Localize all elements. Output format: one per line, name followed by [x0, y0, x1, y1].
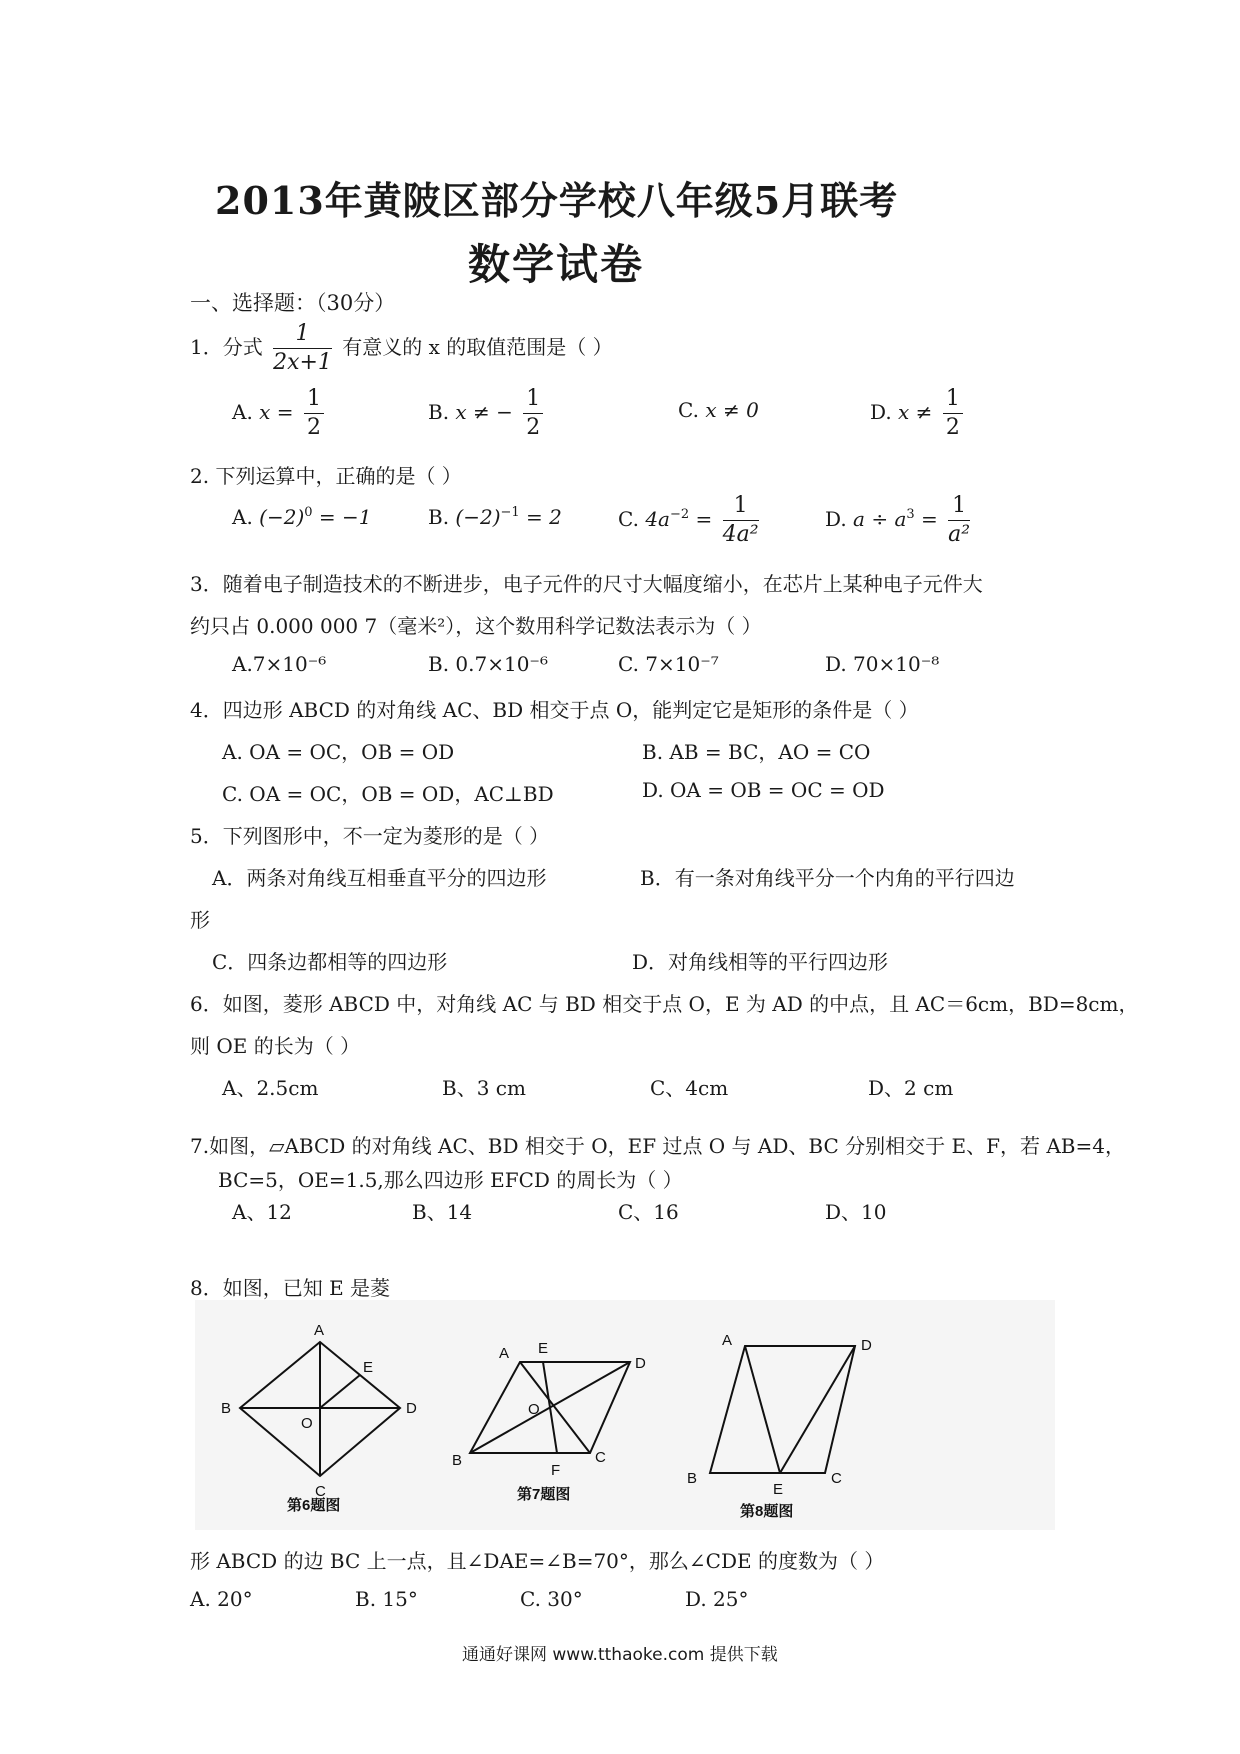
option-exponent: 3: [906, 507, 915, 522]
option-math: x ≠ 0: [705, 398, 759, 422]
q7-option-a: A、12: [232, 1200, 292, 1224]
q2-option-d: [825, 492, 974, 549]
option-math: x ≠: [898, 400, 933, 424]
option-rest: = 2: [519, 505, 562, 529]
exam-title: 2013年黄陂区部分学校八年级5月联考: [215, 178, 899, 223]
question-6-line-2: 则 OE 的长为（ ）: [190, 1034, 361, 1058]
option-label: A.: [232, 400, 253, 424]
q7-option-d: D、10: [825, 1200, 887, 1224]
q5-option-d: D．对角线相等的平行四边形: [632, 950, 889, 974]
section-heading: 一、选择题：（30分）: [190, 291, 396, 315]
q1-option-b: [428, 385, 547, 442]
frac-num: 1: [723, 492, 759, 521]
q6-option-a: A、2.5cm: [222, 1076, 319, 1100]
q5-option-b: B．有一条对角线平分一个内角的平行四边: [640, 866, 1015, 890]
fig7-label-o: O: [528, 1401, 540, 1418]
option-fraction: [304, 385, 324, 442]
q5-option-c: C．四条边都相等的四边形: [212, 950, 448, 974]
q1-frac-num: 1: [273, 320, 332, 349]
question-6-line-1: 6．如图，菱形 ABCD 中，对角线 AC 与 BD 相交于点 O，E 为 AD 的中点，且 AC＝6cm，BD=8cm，: [190, 992, 1139, 1016]
fig6-label-o: O: [301, 1415, 313, 1432]
q3-option-c: C. 7×10⁻⁷: [618, 652, 719, 676]
option-label: B.: [428, 400, 450, 424]
figures-panel: [195, 1300, 1055, 1530]
fig7-label-b: B: [452, 1452, 463, 1469]
fig6-label-d: D: [406, 1400, 417, 1417]
frac-num: 1: [943, 385, 963, 414]
question-3-line-2: 约只占 0.000 000 7（毫米²），这个数用科学记数法表示为（ ）: [190, 614, 762, 638]
fig6-label-e: E: [363, 1359, 374, 1376]
fig7-label-f: F: [551, 1462, 561, 1479]
figure-6: [240, 1342, 400, 1476]
option-rest: =: [914, 507, 938, 531]
fig6-caption: 第6题图: [287, 1497, 341, 1514]
frac-num: 1: [523, 385, 543, 414]
q1-prefix: 1．分式: [190, 335, 263, 359]
fig8-label-d: D: [861, 1337, 872, 1354]
q8-option-a: A. 20°: [190, 1587, 253, 1611]
q3-option-b: B. 0.7×10⁻⁶: [428, 652, 548, 676]
frac-den: 4a²: [722, 522, 759, 547]
fig7-caption: 第7题图: [517, 1486, 571, 1503]
fig8-label-c: C: [831, 1470, 842, 1487]
q6-option-d: D、2 cm: [868, 1076, 954, 1100]
option-rest: = −1: [312, 505, 372, 529]
question-2: 2. 下列运算中，正确的是（ ）: [190, 464, 462, 488]
fig6-segment-oe: [320, 1375, 360, 1408]
q4-option-a: A. OA = OC，OB = OD: [222, 740, 455, 764]
question-3-line-1: 3．随着电子制造技术的不断进步，电子元件的尺寸大幅度缩小，在芯片上某种电子元件大: [190, 572, 983, 596]
option-math: x =: [259, 400, 294, 424]
option-fraction: [943, 385, 963, 442]
fig7-label-a: A: [499, 1345, 510, 1362]
q6-option-b: B、3 cm: [442, 1076, 526, 1100]
fig7-label-d: D: [635, 1355, 646, 1372]
option-math: x ≠ −: [455, 400, 513, 424]
option-exponent: −1: [500, 505, 520, 520]
q4-option-d: D. OA = OB = OC = OD: [642, 778, 885, 802]
fig8-label-e: E: [773, 1481, 784, 1498]
q5-option-b-continued: 形: [190, 908, 210, 932]
question-8-line-2: 形 ABCD 的边 BC 上一点，且∠DAE=∠B=70°，那么∠CDE 的度数为（ ）: [190, 1549, 885, 1573]
exam-subtitle: 数学试卷: [468, 240, 645, 289]
frac-den: 2: [945, 415, 960, 440]
fig8-segment-de: [780, 1346, 855, 1473]
question-1: [190, 320, 613, 377]
frac-den: a²: [948, 522, 971, 547]
option-label: C.: [618, 507, 639, 531]
figure-7: [470, 1362, 630, 1453]
frac-num: 1: [304, 385, 324, 414]
question-7-line-1: 7.如图，▱ABCD 的对角线 AC、BD 相交于 O，EF 过点 O 与 AD、BC 分别相交于 E、F，若 AB=4，: [190, 1134, 1125, 1158]
option-exponent: 0: [304, 505, 313, 520]
q1-option-c: [678, 398, 759, 422]
q8-option-b: B. 15°: [355, 1587, 418, 1611]
figure-8: [710, 1346, 855, 1473]
fig8-segment-ae: [745, 1346, 780, 1473]
option-label: B.: [428, 505, 450, 529]
q8-option-c: C. 30°: [520, 1587, 583, 1611]
question-4: 4．四边形 ABCD 的对角线 AC、BD 相交于点 O，能判定它是矩形的条件是（ ）: [190, 698, 919, 722]
q2-option-b: [428, 505, 562, 529]
q6-option-c: C、4cm: [650, 1076, 729, 1100]
question-7-line-2: BC=5，OE=1.5,那么四边形 EFCD 的周长为（ ）: [218, 1168, 683, 1192]
q8-option-d: D. 25°: [685, 1587, 749, 1611]
fig8-label-b: B: [687, 1470, 698, 1487]
fig8-label-a: A: [722, 1332, 733, 1349]
option-exponent: −2: [669, 507, 690, 522]
fig6-label-a: A: [314, 1322, 325, 1339]
option-base: (−2): [259, 505, 305, 529]
q3-option-d: D. 70×10⁻⁸: [825, 652, 940, 676]
q2-option-a: [232, 505, 372, 529]
q1-option-a: [232, 385, 328, 442]
option-rest: =: [689, 507, 713, 531]
q4-option-b: B. AB = BC，AO = CO: [642, 740, 871, 764]
fig7-label-c: C: [595, 1449, 606, 1466]
option-label: A.: [232, 505, 253, 529]
option-fraction: [523, 385, 543, 442]
fig6-label-b: B: [221, 1400, 232, 1417]
fig7-label-e: E: [538, 1340, 549, 1357]
q4-option-c: C. OA = OC，OB = OD，AC⊥BD: [222, 782, 554, 806]
q1-fraction: [273, 320, 332, 377]
frac-den: 2: [526, 415, 541, 440]
option-base: a ÷ a: [853, 507, 907, 531]
q1-frac-den: 2x+1: [273, 350, 332, 375]
frac-den: 2: [306, 415, 321, 440]
frac-num: 1: [948, 492, 970, 521]
q7-option-c: C、16: [618, 1200, 679, 1224]
fig6-label-c: C: [315, 1483, 326, 1500]
question-5: 5．下列图形中，不一定为菱形的是（ ）: [190, 824, 550, 848]
option-fraction: [948, 492, 970, 549]
option-fraction: [723, 492, 759, 549]
q2-option-c: [618, 492, 763, 549]
q7-option-b: B、14: [412, 1200, 473, 1224]
page-footer: 通通好课网 www.tthaoke.com 提供下载: [462, 1645, 778, 1665]
figures-svg: [195, 1300, 1055, 1530]
option-label: D.: [825, 507, 847, 531]
q5-option-a: A．两条对角线互相垂直平分的四边形: [212, 866, 547, 890]
q1-suffix: 有意义的 x 的取值范围是（ ）: [342, 335, 613, 359]
option-label: C.: [678, 398, 699, 422]
q3-option-a: A.7×10⁻⁶: [232, 652, 327, 676]
option-label: D.: [870, 400, 892, 424]
fig8-caption: 第8题图: [740, 1503, 794, 1520]
option-base: (−2): [455, 505, 501, 529]
question-8-line-1: 8．如图，已知 E 是菱: [190, 1276, 391, 1300]
fig8-quadrilateral: [710, 1346, 855, 1473]
option-base: 4a: [645, 507, 670, 531]
q1-option-d: [870, 385, 967, 442]
